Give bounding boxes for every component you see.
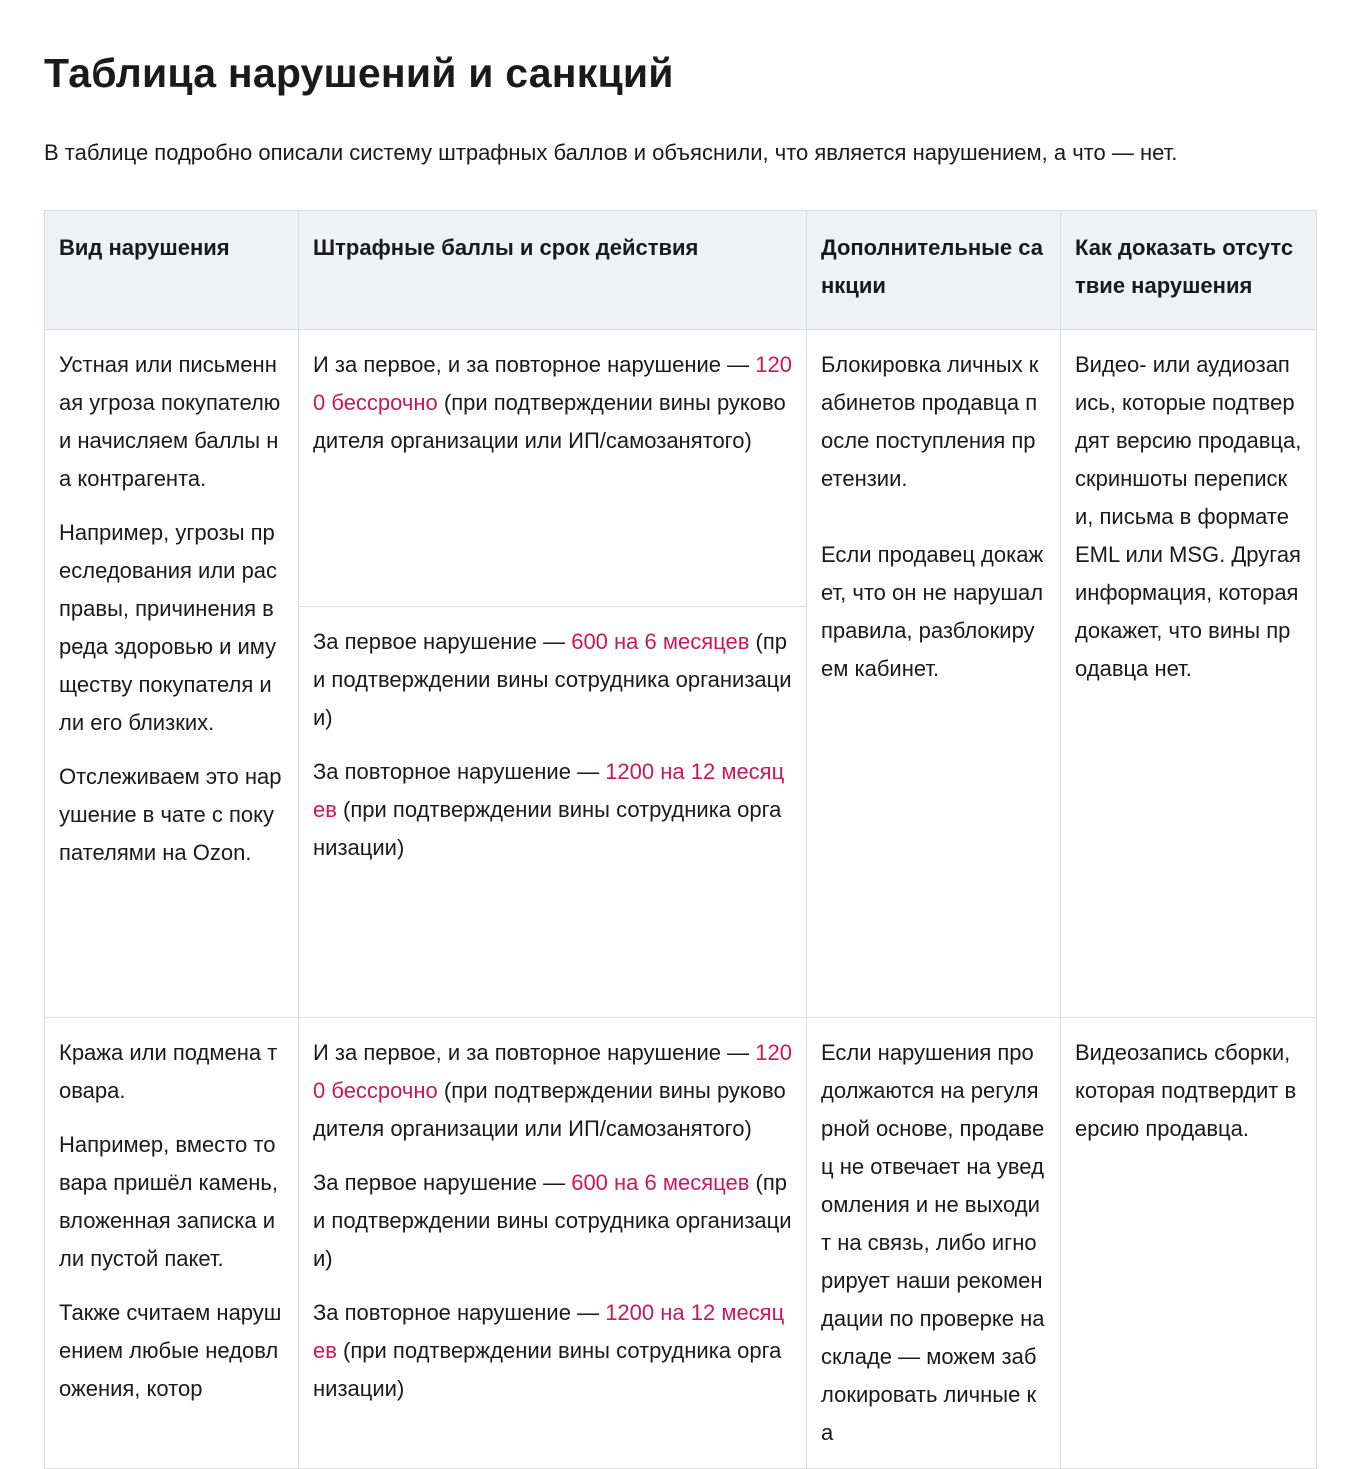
- sanctions-text: Если продавец докажет, что он не нарушал правила, разблокируем кабинет.: [821, 542, 1044, 681]
- table-header-row: [45, 211, 1317, 330]
- penalty-highlight: 600 на 6 месяцев: [571, 629, 750, 654]
- header-penalty: Штрафные баллы и срок действия: [299, 211, 807, 330]
- header-proof: Как доказать отсутствие нарушения: [1061, 211, 1317, 330]
- penalty-text: За первое нарушение — 600 на 6 месяцев (при подтверждении вины сотрудника организации): [313, 629, 792, 730]
- penalty-highlight: 1200 бессрочно: [313, 1040, 792, 1103]
- penalty-text: За повторное нарушение — 1200 на 12 месяцев (при подтверждении вины сотрудника организации): [313, 759, 785, 860]
- violation-text: Также считаем нарушением любые недовложения, котор: [59, 1300, 282, 1401]
- header-sanctions: Дополнительные санкции: [807, 211, 1061, 330]
- cell-proof: [1061, 1018, 1317, 1469]
- penalty-highlight: 600 на 6 месяцев: [571, 1170, 750, 1195]
- cell-sanctions: [807, 330, 1061, 1018]
- intro-text: В таблице подробно описали систему штрафных баллов и объяснили, что является нарушением, а что — нет.: [44, 140, 1178, 165]
- sanctions-text: Если нарушения продолжаются на регулярной основе, продавец не отвечает на уведомления и не выходит на связь, либо игнорирует наши рекомендации по проверке на складе — можем заблокировать личные ка: [821, 1040, 1045, 1445]
- penalty-text: За первое нарушение — 600 на 6 месяцев (при подтверждении вины сотрудника организации): [313, 1170, 792, 1271]
- penalty-text: И за первое, и за повторное нарушение — 1200 бессрочно (при подтверждении вины руководителя организации или ИП/самозанятого): [313, 1040, 792, 1141]
- proof-text: Видео- или аудиозапись, которые подтвердят версию продавца, скриншоты переписки, письма в формате EML или MSG. Другая информация, которая докажет, что вины продавца нет.: [1075, 352, 1302, 681]
- cell-proof: [1061, 330, 1317, 1018]
- penalty-highlight: 1200 на 12 месяцев: [313, 759, 785, 822]
- page-title: Таблица нарушений и санкций: [44, 50, 674, 96]
- header-violation: Вид нарушения: [45, 211, 299, 330]
- penalty-owner: [299, 330, 806, 607]
- cell-penalty: [299, 1018, 807, 1469]
- cell-violation: [45, 330, 299, 1018]
- sanctions-table: [44, 210, 1317, 1469]
- violation-text: Например, вместо товара пришёл камень, вложенная записка или пустой пакет.: [59, 1132, 278, 1271]
- cell-penalty: [299, 330, 807, 1018]
- penalty-text: И за первое, и за повторное нарушение — 1200 бессрочно (при подтверждении вины руководителя организации или ИП/самозанятого): [313, 352, 792, 453]
- violation-text: Отслеживаем это нарушение в чате с покупателями на Ozon.: [59, 764, 282, 865]
- penalty-employee: [299, 607, 806, 883]
- penalty-highlight: 1200 бессрочно: [313, 352, 792, 415]
- cell-violation: [45, 1018, 299, 1469]
- violation-text: Например, угрозы преследования или расправы, причинения вреда здоровью и имуществу покупателя или его близких.: [59, 520, 278, 735]
- violation-text: Кража или подмена товара.: [59, 1040, 278, 1103]
- table-row: [45, 1018, 1317, 1469]
- cell-sanctions: [807, 1018, 1061, 1469]
- sanctions-text: Блокировка личных кабинетов продавца после поступления претензии.: [821, 352, 1039, 491]
- penalty-text: За повторное нарушение — 1200 на 12 месяцев (при подтверждении вины сотрудника организации): [313, 1300, 785, 1401]
- penalty-highlight: 1200 на 12 месяцев: [313, 1300, 785, 1363]
- proof-text: Видеозапись сборки, которая подтвердит версию продавца.: [1075, 1040, 1297, 1141]
- table-row: [45, 330, 1317, 1018]
- violation-text: Устная или письменная угроза покупателю и начисляем баллы на контрагента.: [59, 352, 281, 491]
